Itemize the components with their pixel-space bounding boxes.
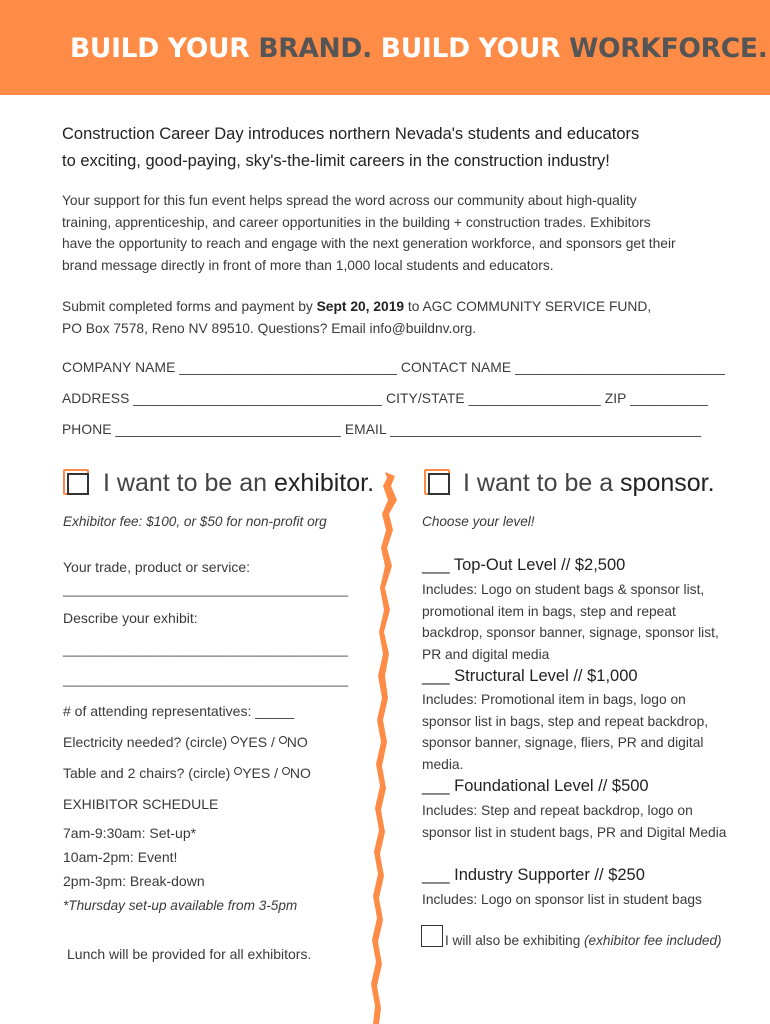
intro-line: Construction Career Day introduces northern Nevada's students and educators (62, 125, 640, 143)
form-row-company (62, 360, 726, 375)
question-text: Electricity needed? (circle) (63, 734, 232, 750)
separator: / (267, 734, 279, 750)
company-name-field[interactable]: COMPANY NAME ____________________________ (62, 360, 401, 375)
form-row-phone (62, 422, 712, 437)
trade-label: Your trade, product or service: (63, 559, 251, 575)
support-paragraph (62, 190, 722, 276)
choose-level-label: Choose your level! (422, 514, 535, 529)
describe-input-line[interactable]: _________________________________________ (63, 643, 349, 657)
paragraph-line (62, 233, 722, 255)
describe-input-line[interactable]: _________________________________________ (63, 673, 349, 687)
text-span: I will also be exhibiting (445, 933, 585, 948)
circle-icon (279, 736, 287, 744)
level-structural[interactable]: ___ Structural Level // $1,000 (422, 667, 638, 685)
heading-keyword: sponsor. (620, 469, 715, 497)
schedule-item: 2pm-3pm: Break-down (63, 873, 205, 889)
sponsors-word: sponsors (565, 236, 622, 251)
circle-icon (234, 767, 242, 775)
circle-icon (282, 767, 290, 775)
level-description: Includes: Logo on sponsor list in student bags (422, 892, 702, 907)
text-span: to AGC COMMUNITY SERVICE FUND, (404, 299, 652, 314)
banner-title-part: BUILD YOUR (70, 33, 259, 64)
electricity-yes-option[interactable]: YES (239, 734, 268, 750)
circle-icon (231, 736, 239, 744)
table-no-option[interactable]: NO (289, 765, 311, 781)
heading-text: I want to be a (463, 469, 621, 497)
representatives-field[interactable]: # of attending representatives: _____ (63, 703, 295, 719)
zip-field[interactable]: ZIP __________ (604, 391, 708, 406)
electricity-no-option[interactable]: NO (286, 734, 308, 750)
heading-keyword: exhibitor. (273, 469, 375, 497)
paragraph-line (62, 212, 722, 234)
setup-footnote: *Thursday set-up available from 3-5pm (63, 898, 298, 913)
level-foundational[interactable]: ___ Foundational Level // $500 (422, 777, 649, 795)
sponsor-heading (463, 469, 715, 498)
level-description: Includes: Promotional item in bags, logo on sponsor list in bags, step and repeat backdrop, sponsor banner, signage, fliers, PR and digital media. (422, 692, 709, 772)
torn-divider-graphic (365, 470, 405, 1024)
schedule-heading: EXHIBITOR SCHEDULE (63, 796, 219, 812)
phone-field[interactable]: PHONE _____________________________ (62, 422, 345, 437)
level-description: Includes: Step and repeat backdrop, logo on sponsor list in student bags, PR and Digital Media (422, 803, 727, 840)
submit-paragraph (62, 296, 722, 339)
paragraph-line: brand message directly in front of more than 1,000 local students and educators. (62, 257, 554, 273)
sponsor-checkbox[interactable] (424, 469, 450, 495)
trade-input-line[interactable]: _________________________________________ (63, 583, 349, 597)
level-description: Includes: Logo on student bags & sponsor list, promotional item in bags, step and repeat backdrop, sponsor banner, signage, sponsor list, PR and digital media (422, 582, 719, 662)
text-span: have the opportunity to reach and engage with the next generation workforce, and (62, 236, 566, 251)
intro-text (62, 121, 722, 175)
deadline-date: Sept 20, 2019 (316, 299, 405, 314)
describe-label: Describe your exhibit: (63, 610, 198, 626)
paragraph-line (62, 296, 722, 318)
table-yes-option[interactable]: YES (242, 765, 271, 781)
text-span: Submit completed forms and payment by (62, 299, 317, 314)
also-exhibiting-label (445, 933, 722, 948)
also-exhibiting-checkbox[interactable] (421, 925, 443, 947)
banner-title-workforce: WORKFORCE. (569, 33, 768, 64)
text-span: training, apprenticeship, and career opportunities in the building + construction trades. (62, 214, 591, 230)
form-row-address (62, 391, 712, 406)
exhibitor-fee: Exhibitor fee: $100, or $50 for non-profit org (63, 514, 327, 529)
separator: / (270, 765, 282, 781)
lunch-note: Lunch will be provided for all exhibitors. (67, 946, 312, 962)
city-state-field[interactable]: CITY/STATE _________________ (386, 391, 605, 406)
paragraph-line: Your support for this fun event helps spread the word across our community about high-quality (62, 193, 637, 208)
level-top-out[interactable]: ___ Top-Out Level // $2,500 (422, 556, 626, 574)
exhibitor-checkbox[interactable] (63, 469, 89, 495)
paragraph-line: PO Box 7578, Reno NV 89510. Questions? Email info@buildnv.org. (62, 320, 477, 336)
intro-line: to exciting, good-paying, sky's-the-limit careers in the construction industry! (62, 152, 610, 170)
heading-text: I want to be an (103, 469, 274, 497)
fee-included-note: (exhibitor fee included) (584, 933, 722, 948)
text-span: get their (621, 236, 676, 251)
email-field[interactable]: EMAIL ________________________________________ (344, 422, 702, 437)
address-field[interactable]: ADDRESS ________________________________ (62, 391, 387, 406)
banner-title-brand: BRAND. (258, 33, 372, 64)
banner-title-part: BUILD YOUR (371, 33, 570, 64)
banner-title (70, 33, 767, 64)
level-industry-supporter[interactable]: ___ Industry Supporter // $250 (422, 866, 645, 884)
schedule-item: 10am-2pm: Event! (63, 849, 178, 865)
contact-name-field[interactable]: CONTACT NAME ___________________________ (400, 360, 726, 375)
question-text: Table and 2 chairs? (circle) (63, 765, 235, 781)
table-question (63, 765, 311, 781)
electricity-question (63, 734, 308, 750)
header-banner (0, 0, 770, 95)
schedule-item: 7am-9:30am: Set-up* (63, 825, 197, 841)
exhibitors-word: Exhibitors (590, 214, 651, 230)
exhibitor-heading (103, 469, 374, 498)
